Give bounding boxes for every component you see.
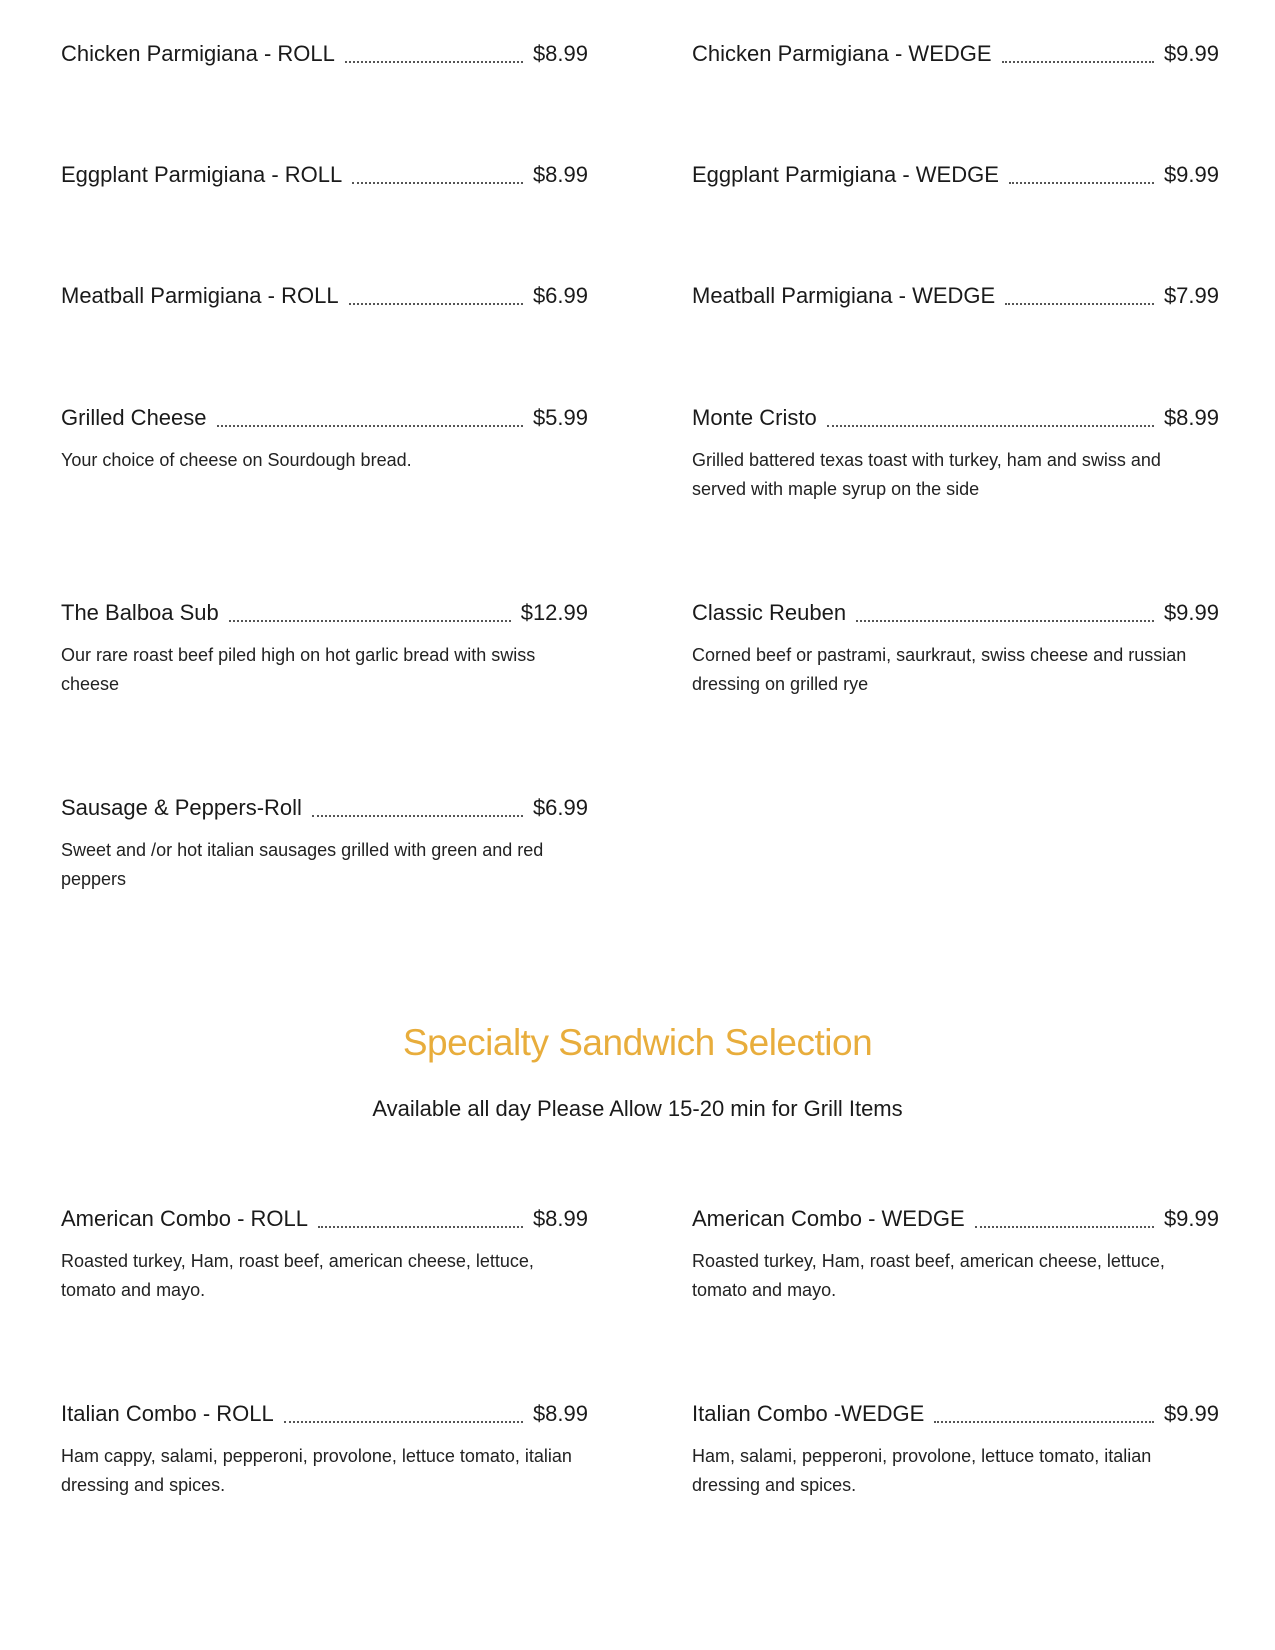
item-name: The Balboa Sub [61, 600, 219, 625]
item-name: American Combo - ROLL [61, 1206, 308, 1231]
item-price: $6.99 [532, 795, 588, 820]
item-description: Grilled battered texas toast with turkey, ham and swiss and served with maple syrup on the side [692, 450, 1161, 499]
item-price: $12.99 [520, 600, 588, 625]
menu-item [61, 402, 588, 475]
item-name: Grilled Cheese [61, 405, 207, 430]
dot-leader [975, 1225, 1154, 1228]
menu-item [61, 1398, 588, 1500]
dot-leader [856, 619, 1154, 622]
dot-leader [217, 424, 523, 427]
item-price: $9.99 [1163, 1206, 1219, 1231]
dot-leader [229, 619, 511, 622]
menu-item [61, 597, 588, 699]
item-name: Italian Combo -WEDGE [692, 1401, 925, 1426]
menu-item [692, 1203, 1219, 1305]
item-name: Sausage & Peppers-Roll [61, 795, 302, 820]
item-price: $9.99 [1163, 162, 1219, 187]
dot-leader [284, 1420, 523, 1423]
item-price: $8.99 [1163, 405, 1219, 430]
item-description: Ham, salami, pepperoni, provolone, lettuce tomato, italian dressing and spices. [692, 1446, 1152, 1495]
item-name: Meatball Parmigiana - ROLL [61, 283, 339, 308]
dot-leader [312, 814, 523, 817]
item-name: Chicken Parmigiana - ROLL [61, 41, 335, 66]
dot-leader [349, 302, 523, 305]
dot-leader [1005, 302, 1154, 305]
item-description: Roasted turkey, Ham, roast beef, american cheese, lettuce, tomato and mayo. [61, 1251, 534, 1300]
item-price: $7.99 [1163, 283, 1219, 308]
menu-item [61, 280, 588, 310]
dot-leader [318, 1225, 523, 1228]
item-name: Monte Cristo [692, 405, 817, 430]
item-price: $6.99 [532, 283, 588, 308]
dot-leader [934, 1420, 1154, 1423]
dot-leader [827, 424, 1154, 427]
item-description: Roasted turkey, Ham, roast beef, american cheese, lettuce, tomato and mayo. [692, 1251, 1165, 1300]
menu-item [692, 159, 1219, 189]
item-description: Ham cappy, salami, pepperoni, provolone, lettuce tomato, italian dressing and spices. [61, 1446, 572, 1495]
menu-item [61, 159, 588, 189]
item-name: American Combo - WEDGE [692, 1206, 965, 1231]
menu-item [61, 38, 588, 68]
item-price: $9.99 [1163, 600, 1219, 625]
item-description: Our rare roast beef piled high on hot garlic bread with swiss cheese [61, 645, 536, 694]
section-title: Specialty Sandwich Selection [402, 1022, 873, 1063]
menu-item [692, 280, 1219, 310]
item-name: Eggplant Parmigiana - WEDGE [692, 162, 999, 187]
item-price: $8.99 [532, 162, 588, 187]
section-subtitle: Available all day Please Allow 15-20 min for Grill Items [372, 1096, 903, 1121]
item-price: $9.99 [1163, 41, 1219, 66]
item-name: Italian Combo - ROLL [61, 1401, 274, 1426]
menu-item [692, 1398, 1219, 1500]
item-name: Chicken Parmigiana - WEDGE [692, 41, 992, 66]
dot-leader [1002, 60, 1154, 63]
item-description: Corned beef or pastrami, saurkraut, swiss cheese and russian dressing on grilled rye [692, 645, 1187, 694]
menu-item [692, 402, 1219, 504]
item-description: Sweet and /or hot italian sausages grilled with green and red peppers [61, 840, 544, 889]
menu-item [61, 1203, 588, 1305]
dot-leader [352, 181, 523, 184]
menu-item [692, 38, 1219, 68]
item-price: $8.99 [532, 1206, 588, 1231]
menu-item [692, 597, 1219, 699]
item-price: $8.99 [532, 41, 588, 66]
menu-item [61, 792, 588, 894]
item-name: Meatball Parmigiana - WEDGE [692, 283, 996, 308]
item-name: Classic Reuben [692, 600, 847, 625]
dot-leader [345, 60, 523, 63]
item-price: $5.99 [532, 405, 588, 430]
item-price: $8.99 [532, 1401, 588, 1426]
item-price: $9.99 [1163, 1401, 1219, 1426]
dot-leader [1009, 181, 1154, 184]
item-name: Eggplant Parmigiana - ROLL [61, 162, 343, 187]
item-description: Your choice of cheese on Sourdough bread. [61, 450, 412, 470]
